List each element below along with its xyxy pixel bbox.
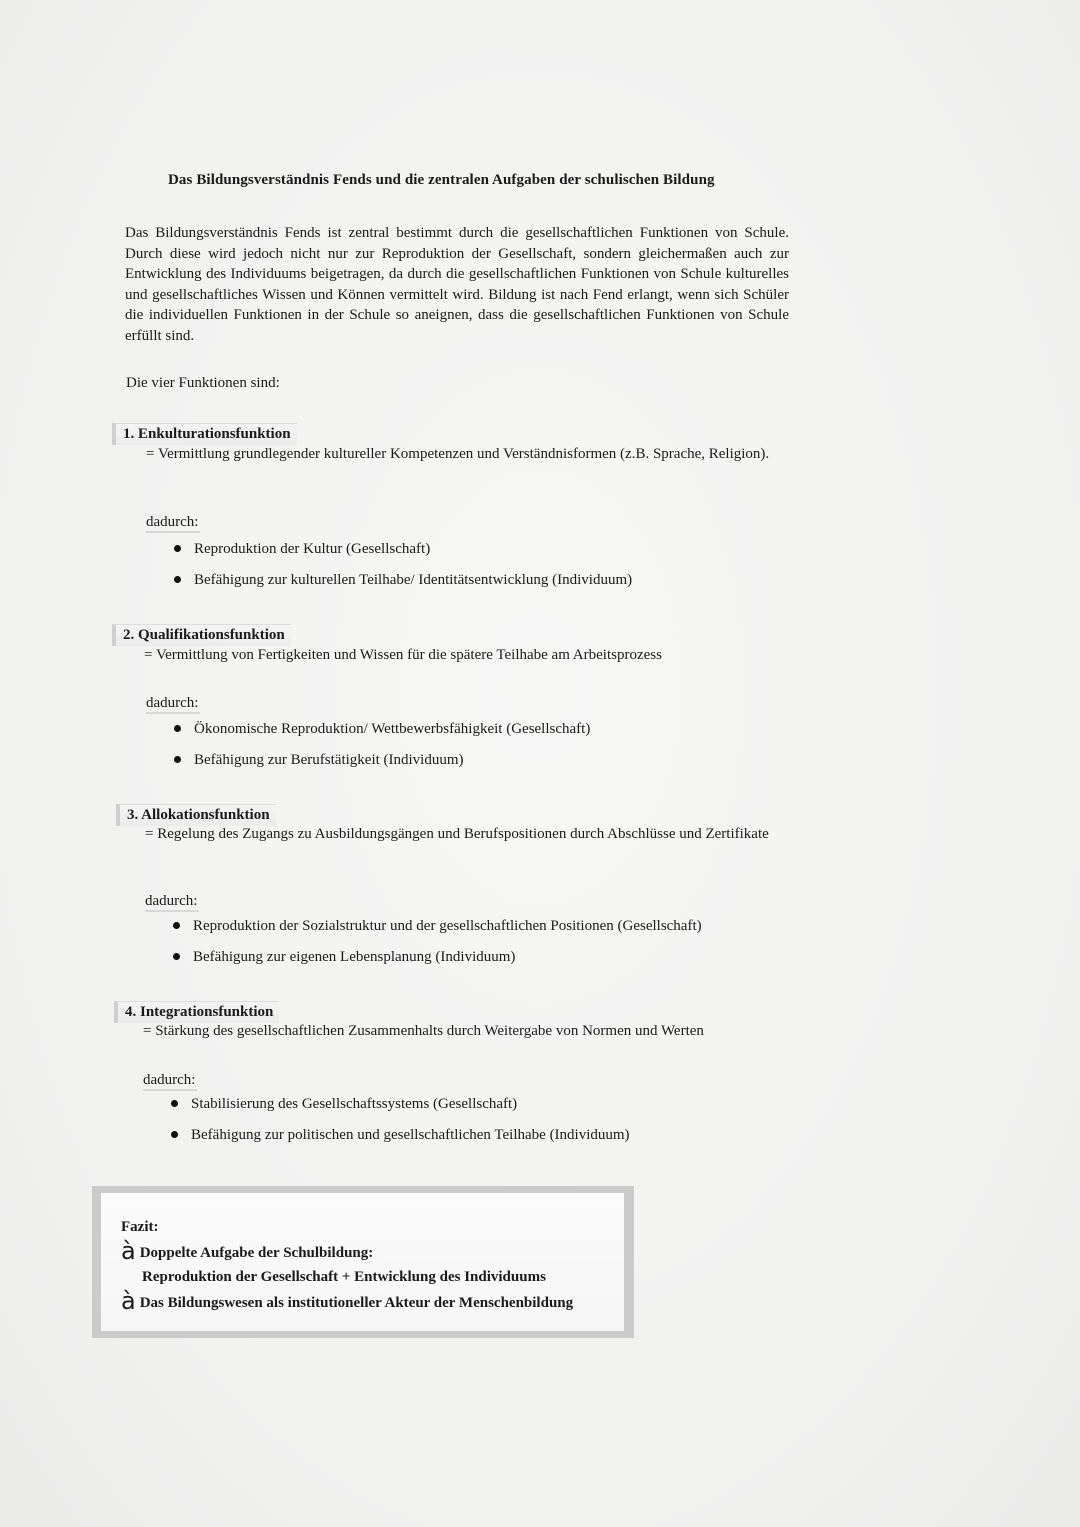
list-item: Befähigung zur eigenen Lebensplanung (Individuum) [173, 949, 702, 980]
fazit-label: Fazit: [121, 1219, 159, 1235]
arrow-icon: à [121, 1237, 136, 1265]
bullet-icon [174, 725, 181, 732]
bullet-icon [171, 1131, 178, 1138]
function-heading: 1. Enkulturationsfunktion [112, 423, 297, 445]
intro-paragraph: Das Bildungsverständnis Fends ist zentral bestimmt durch die gesellschaftlichen Funktionen von Schule. Durch diese wird jedoch nicht nur zur Reproduktion der Gesellschaft, sondern gleichermaßen auch zur Entwicklung des Individuums beigetragen, da durch die gesellschaftlichen Funktionen von Schule kulturelles und gesellschaftliches Wissen und Können vermittelt wird. Bildung ist nach Fend erlangt, wenn sich Schüler die individuellen Funktionen in der Schule so aneignen, dass die gesellschaftlichen Funktionen von Schule erfüllt sind. [125, 225, 789, 344]
consequence-list [174, 541, 632, 603]
function-definition: = Vermittlung grundlegender kultureller Kompetenzen und Verständnisformen (z.B. Sprache, Religion). [146, 446, 770, 462]
dadurch-label: dadurch: [146, 695, 200, 714]
bullet-icon [173, 922, 180, 929]
consequence-list [173, 918, 702, 980]
bullet-icon [174, 756, 181, 763]
bullet-icon [171, 1100, 178, 1107]
fazit-line-2: Reproduktion der Gesellschaft + Entwicklung des Individuums [142, 1269, 546, 1285]
list-item: Befähigung zur politischen und gesellschaftlichen Teilhabe (Individuum) [171, 1127, 630, 1158]
function-heading: 3. Allokationsfunktion [116, 804, 276, 826]
function-definition: = Regelung des Zugangs zu Ausbildungsgängen und Berufspositionen durch Abschlüsse und Zertifikate [145, 826, 769, 842]
list-item: Stabilisierung des Gesellschaftssystems (Gesellschaft) [171, 1096, 630, 1127]
document-title: Das Bildungsverständnis Fends und die zentralen Aufgaben der schulischen Bildung [168, 172, 715, 188]
bullet-icon [173, 953, 180, 960]
function-heading: 4. Integrationsfunktion [114, 1001, 279, 1023]
function-heading: 2. Qualifikationsfunktion [112, 624, 291, 646]
list-item: Befähigung zur Berufstätigkeit (Individuum) [174, 752, 590, 783]
dadurch-label: dadurch: [143, 1072, 197, 1091]
list-item: Befähigung zur kulturellen Teilhabe/ Identitätsentwicklung (Individuum) [174, 572, 632, 603]
consequence-list [174, 721, 590, 783]
list-item: Ökonomische Reproduktion/ Wettbewerbsfähigkeit (Gesellschaft) [174, 721, 590, 752]
list-item: Reproduktion der Kultur (Gesellschaft) [174, 541, 632, 572]
bullet-icon [174, 545, 181, 552]
consequence-list [171, 1096, 630, 1158]
dadurch-label: dadurch: [146, 514, 200, 533]
fazit-line-3: à Das Bildungswesen als institutioneller Akteur der Menschenbildung [121, 1287, 574, 1315]
dadurch-label: dadurch: [145, 893, 199, 912]
list-item: Reproduktion der Sozialstruktur und der gesellschaftlichen Positionen (Gesellschaft) [173, 918, 702, 949]
function-definition: = Stärkung des gesellschaftlichen Zusammenhalts durch Weitergabe von Normen und Werten [143, 1023, 704, 1039]
function-definition: = Vermittlung von Fertigkeiten und Wissen für die spätere Teilhabe am Arbeitsprozess [144, 647, 662, 663]
fazit-content [121, 1215, 573, 1315]
fazit-line-1: à Doppelte Aufgabe der Schulbildung: [121, 1237, 374, 1265]
functions-lead: Die vier Funktionen sind: [126, 375, 280, 391]
fazit-box [92, 1186, 634, 1338]
arrow-icon: à [121, 1287, 136, 1315]
bullet-icon [174, 576, 181, 583]
